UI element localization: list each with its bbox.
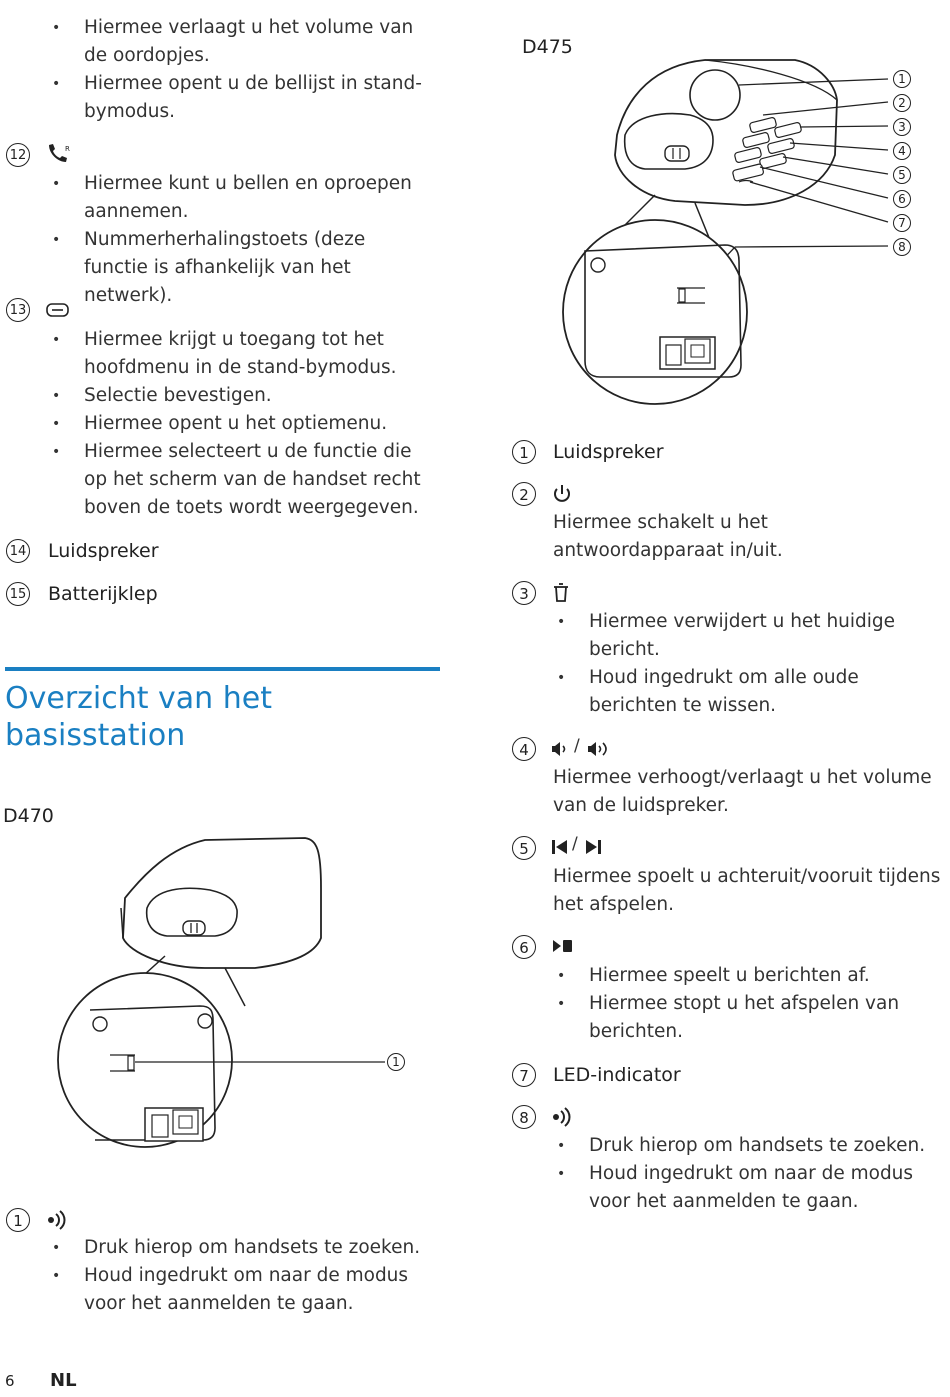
d475-item-number-5: 5: [512, 836, 536, 860]
paging-icon: [551, 1106, 577, 1128]
item-number-12: 12: [6, 143, 30, 167]
page-number: 6: [5, 1372, 15, 1390]
model-label-d470: D470: [3, 805, 54, 827]
section-heading: Overzicht van het basisstation: [5, 681, 272, 753]
d475-item8-bullet-2: • Houd ingedrukt om naar de modus voor het aanmelden te gaan.: [557, 1163, 914, 1212]
d475-item-number-8: 8: [512, 1105, 536, 1129]
d475-item1-label: Luidspreker: [553, 441, 664, 463]
item-number-13: 13: [6, 298, 30, 322]
d475-item-number-3: 3: [512, 581, 536, 605]
d475-callout-8: 8: [893, 238, 911, 256]
d475-callout-3: 3: [893, 118, 911, 136]
menu-key-icon: [46, 302, 70, 318]
item13-bullet-2: • Selectie bevestigen.: [52, 385, 272, 406]
item-number-15: 15: [6, 582, 30, 606]
d475-item4-desc: Hiermee verhoogt/verlaagt u het volume van de luidspreker.: [553, 767, 932, 816]
d475-item2-desc: Hiermee schakelt u het antwoordapparaat in/uit.: [553, 512, 783, 561]
d475-callout-6: 6: [893, 190, 911, 208]
paging-icon: [46, 1209, 72, 1231]
d475-callout-4: 4: [893, 142, 911, 160]
d475-item6-bullet-1: • Hiermee speelt u berichten af.: [557, 965, 870, 986]
d475-callout-7: 7: [893, 214, 911, 232]
item13-bullet-1: • Hiermee krijgt u toegang tot het hoofdmenu in de stand-bymodus.: [52, 329, 397, 378]
item13-bullet-3: • Hiermee opent u het optiemenu.: [52, 413, 388, 434]
d475-item8-bullet-1: • Druk hierop om handsets te zoeken.: [557, 1135, 926, 1156]
d470-item1-bullet-2: • Houd ingedrukt om naar de modus voor het aanmelden te gaan.: [52, 1265, 409, 1314]
power-icon: [551, 483, 573, 505]
intro-bullet-2: • Hiermee opent u de bellijst in stand-bymodus.: [52, 73, 422, 122]
d475-item5-desc: Hiermee spoelt u achteruit/vooruit tijdens het afspelen.: [553, 866, 941, 915]
item15-label: Batterijklep: [48, 583, 158, 605]
d470-item1-bullet-1: • Druk hierop om handsets te zoeken.: [52, 1237, 421, 1258]
svg-text:R: R: [65, 145, 70, 153]
skip-icon: /: [551, 836, 611, 858]
item14-label: Luidspreker: [48, 540, 159, 562]
volume-icon: /: [551, 738, 621, 760]
section-heading-bar: [5, 667, 440, 671]
d475-item3-bullet-1: • Hiermee verwijdert u het huidige bericht.: [557, 611, 896, 660]
play-stop-icon: [551, 937, 575, 955]
page-language: NL: [50, 1370, 77, 1391]
call-icon: [46, 142, 72, 164]
d475-item-number-1: 1: [512, 440, 536, 464]
d475-item-number-7: 7: [512, 1063, 536, 1087]
d475-callout-1: 1: [893, 70, 911, 88]
trash-icon: [551, 582, 571, 604]
d475-item3-bullet-2: • Houd ingedrukt om alle oude berichten te wissen.: [557, 667, 859, 716]
d470-item-number-1: 1: [6, 1208, 30, 1232]
item12-bullet-2: • Nummerherhalingstoets (deze functie is afhankelijk van het netwerk).: [52, 229, 366, 306]
d475-callout-2: 2: [893, 94, 911, 112]
d475-item7-label: LED-indicator: [553, 1064, 681, 1086]
intro-bullet-1: • Hiermee verlaagt u het volume van de oordopjes.: [52, 17, 414, 66]
d470-base-illustration: [55, 828, 415, 1198]
item13-bullet-4: • Hiermee selecteert u de functie die op het scherm van de handset recht boven de toets wordt weergegeven.: [52, 441, 421, 518]
d470-callout-1: 1: [387, 1053, 405, 1071]
d475-item-number-2: 2: [512, 482, 536, 506]
d475-base-illustration: [555, 55, 915, 405]
d475-item6-bullet-2: • Hiermee stopt u het afspelen van berichten.: [557, 993, 900, 1042]
d475-item-number-6: 6: [512, 935, 536, 959]
d475-callout-5: 5: [893, 166, 911, 184]
item-number-14: 14: [6, 539, 30, 563]
model-label-d475: D475: [522, 36, 573, 58]
item12-bullet-1: • Hiermee kunt u bellen en oproepen aannemen.: [52, 173, 412, 222]
d475-item-number-4: 4: [512, 737, 536, 761]
